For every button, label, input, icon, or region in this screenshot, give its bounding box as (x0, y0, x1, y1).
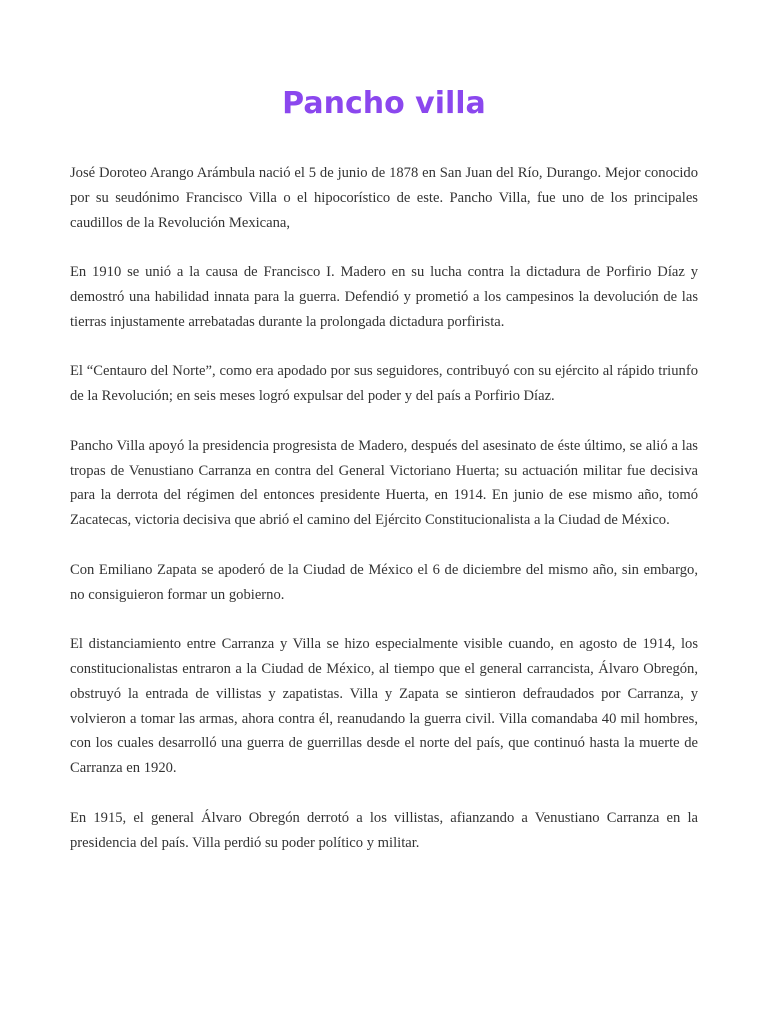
paragraph-centauro-del-norte: El “Centauro del Norte”, como era apodado por sus seguidores, contribuyó con su ejército al rápido triunfo de la Revolución; en seis meses logró expulsar del poder y del país a Porfirio Díaz. (70, 363, 698, 405)
paragraph-birth: José Doroteo Arango Arámbula nació el 5 de junio de 1878 en San Juan del Río, Durango. Mejor conocido por su seudónimo Francisco Villa o el hipocorístico de este. Pancho Villa, fue uno de los principales caudillos de la Revolución Mexicana, (70, 165, 698, 231)
paragraph-huerta-defeat: Pancho Villa apoyó la presidencia progresista de Madero, después del asesinato de éste último, se alió a las tropas de Venustiano Carranza en contra del General Victoriano Huerta; su actuación militar fue decisiva para la derrota del régimen del entonces presidente Huerta, en 1914. En junio de ese mismo año, tomó Zacatecas, victoria decisiva que abrió el camino del Ejército Constitucionalista a la Ciudad de México. (70, 437, 698, 529)
paragraph-zapata: Con Emiliano Zapata se apoderó de la Ciudad de México el 6 de diciembre del mismo año, sin embargo, no consiguieron formar un gobierno. (70, 561, 698, 603)
paragraph-madero-cause: En 1910 se unió a la causa de Francisco I. Madero en su lucha contra la dictadura de Porfirio Díaz y demostró una habilidad innata para la guerra. Defendió y prometió a los campesinos la devolución de las tierras injustamente arrebatadas durante la prolongada dictadura porfirista. (70, 264, 698, 330)
document-title: Pancho villa (282, 86, 486, 121)
document-body (70, 161, 698, 880)
paragraph-carranza-split: El distanciamiento entre Carranza y Villa se hizo especialmente visible cuando, en agosto de 1914, los constitucionalistas entraron a la Ciudad de México, al tiempo que el general carrancista, Álvaro Obregón, obstruyó la entrada de villistas y zapatistas. Villa y Zapata se sintieron defraudados por Carranza, y volvieron a tomar las armas, ahora contra él, reanudando la guerra civil. Villa comandaba 40 mil hombres, con los cuales desarrolló una guerra de guerrillas desde el norte del país, que continuó hasta la muerte de Carranza en 1920. (70, 636, 698, 777)
paragraph-obregon-1915: En 1915, el general Álvaro Obregón derrotó a los villistas, afianzando a Venustiano Carranza en la presidencia del país. Villa perdió su poder político y militar. (70, 809, 698, 851)
